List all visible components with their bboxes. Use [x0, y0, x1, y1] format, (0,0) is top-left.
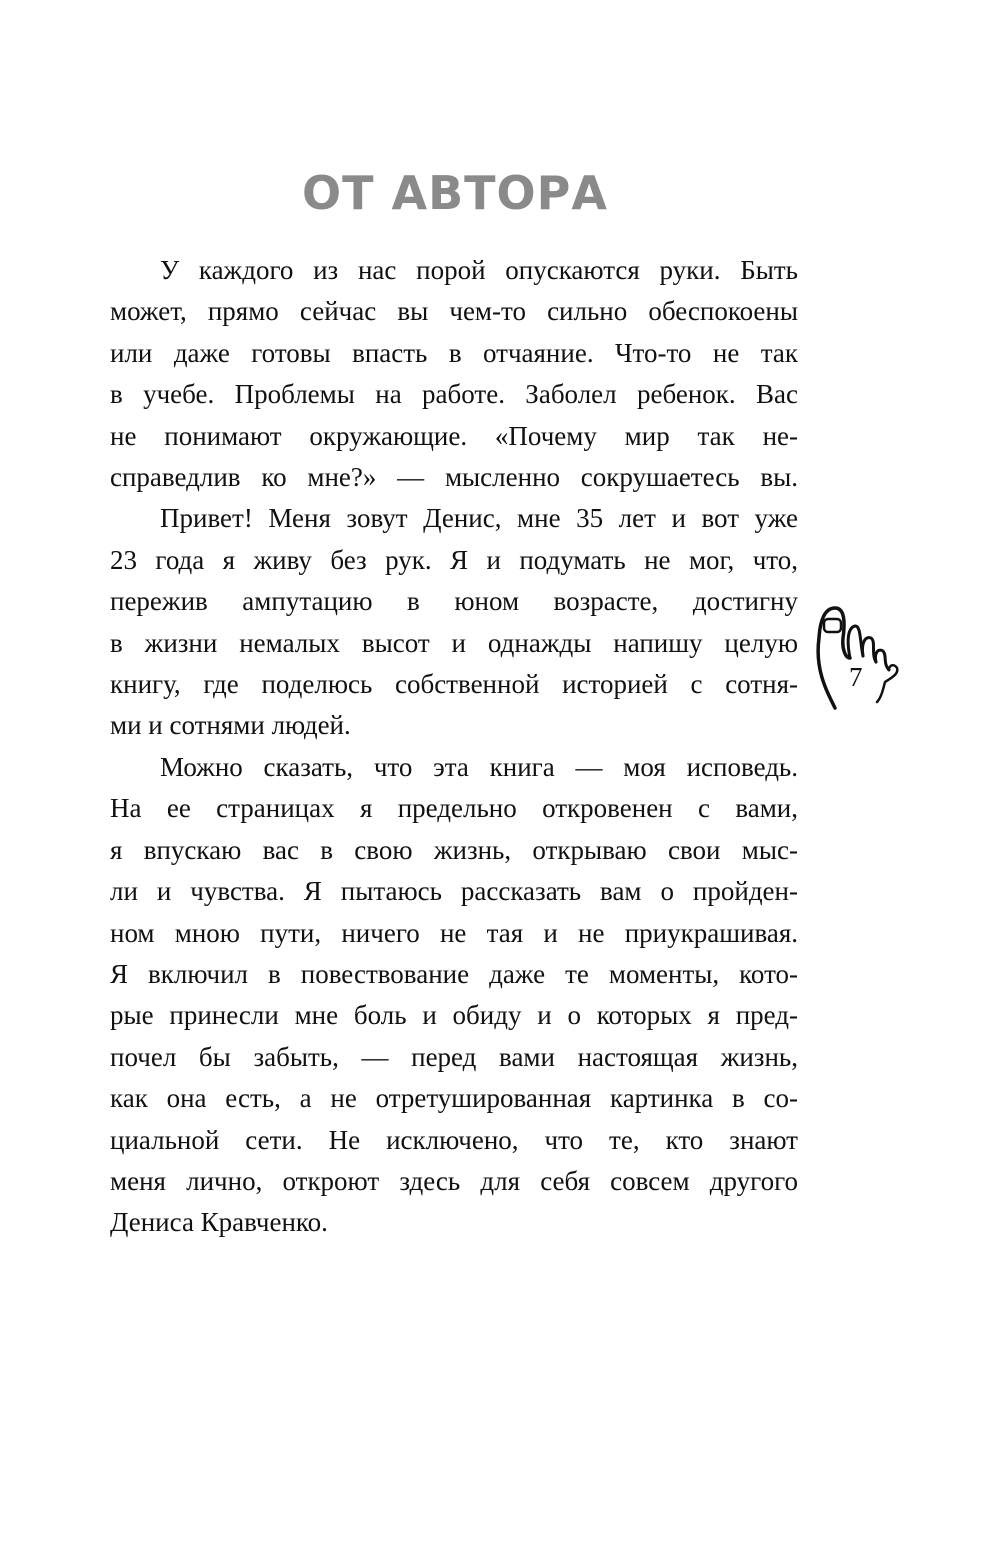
text-line: меня лично, откроют здесь для себя совсем другого	[110, 1165, 798, 1196]
text-line: ли и чувства. Я пытаюсь рассказать вам о пройден-	[110, 876, 798, 907]
text-line: как она есть, а не отретушированная картинка в со-	[110, 1083, 798, 1114]
text-line: У каждого из нас порой опускаются руки. Быть	[160, 255, 798, 285]
page-number: 7	[849, 662, 863, 692]
text-line: 23 года я живу без рук. Я и подумать не мог, что,	[110, 544, 798, 575]
text-line: книгу, где поделюсь собственной историей с сотня-	[110, 669, 798, 700]
text-line: может, прямо сейчас вы чем-то сильно обеспокоены	[110, 296, 798, 327]
text-line: пережив ампутацию в юном возрасте, достигну	[110, 586, 798, 617]
text-line: Я включил в повествование даже те моменты, кото-	[110, 958, 798, 989]
chapter-title: ОТ АВТОРА	[302, 166, 608, 220]
text-line: рые принесли мне боль и обиду и о которых я пред-	[110, 1000, 798, 1031]
text-line: почел бы забыть, — перед вами настоящая жизнь,	[110, 1041, 798, 1072]
text-line: циальной сети. Не исключено, что те, кто знают	[110, 1124, 798, 1155]
page-number-foot	[805, 598, 905, 710]
text-line: в жизни немалых высот и однажды напишу целую	[110, 627, 798, 658]
foot-icon	[805, 598, 905, 710]
text-line: не понимают окружающие. «Почему мир так не-	[110, 420, 798, 451]
text-line: или даже готовы впасть в отчаяние. Что-то не так	[110, 337, 798, 368]
text-line: На ее страницах я предельно откровенен с вами,	[110, 793, 798, 824]
text-line: я впускаю вас в свою жизнь, открываю свои мыс-	[110, 834, 798, 865]
text-line: Дениса Кравченко.	[110, 1207, 328, 1238]
text-line: в учебе. Проблемы на работе. Заболел ребенок. Вас	[110, 379, 798, 410]
text-line: Можно сказать, что эта книга — моя исповедь.	[160, 751, 798, 782]
text-line: ном мною пути, ничего не тая и не приукрашивая.	[110, 917, 798, 948]
text-line: Привет! Меня зовут Денис, мне 35 лет и вот уже	[160, 503, 798, 534]
body-text	[110, 250, 798, 1244]
text-line: справедлив ко мне?» — мысленно сокрушаетесь вы.	[110, 462, 798, 493]
text-line: ми и сотнями людей.	[110, 710, 351, 741]
